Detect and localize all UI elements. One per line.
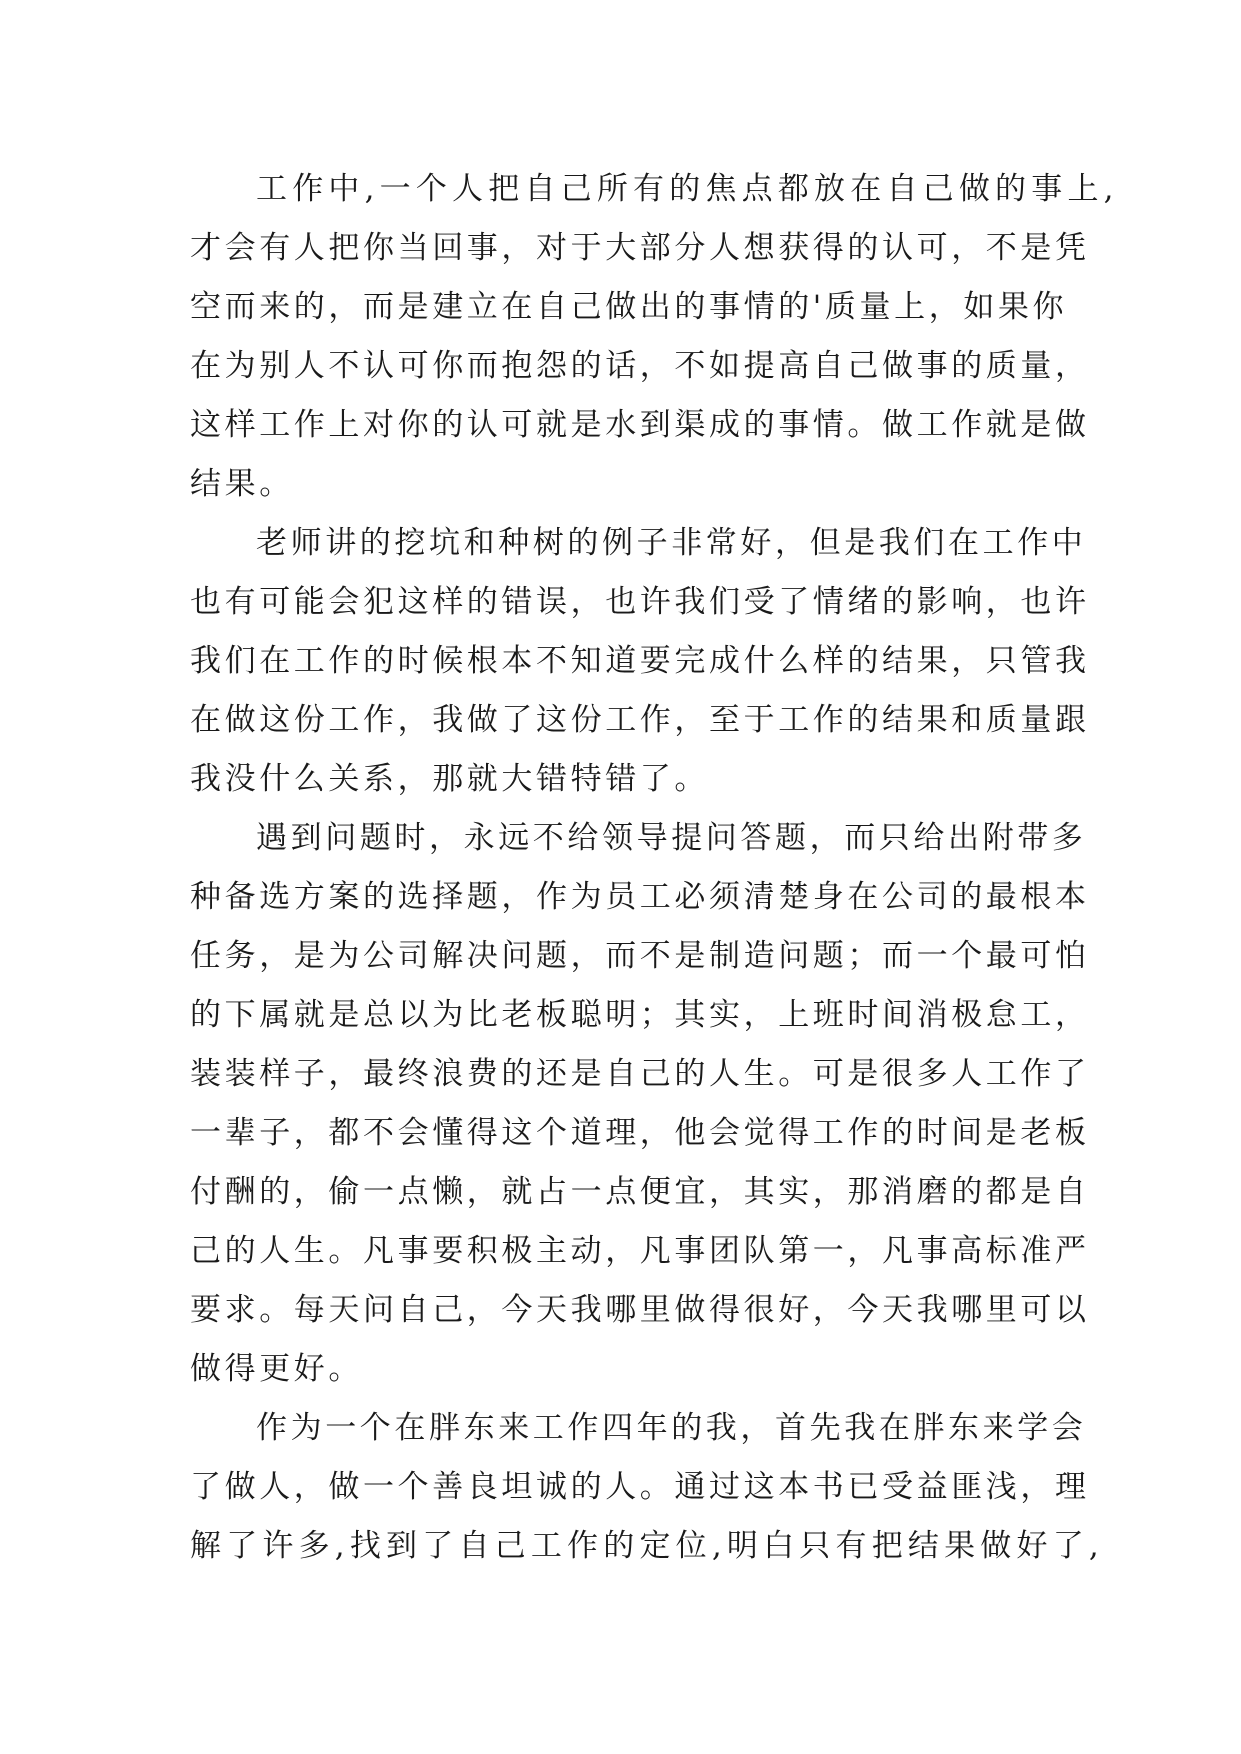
paragraph-3-line-10: 做得更好。 — [190, 1351, 363, 1387]
paragraph-4-line-2: 了做人，做一个善良坦诚的人。通过这本书已受益匪浅，理 — [190, 1469, 1090, 1505]
paragraph-3-line-6: 一辈子，都不会懂得这个道理，他会觉得工作的时间是老板 — [190, 1115, 1090, 1151]
paragraph-2-line-3: 我们在工作的时候根本不知道要完成什么样的结果，只管我 — [190, 643, 1090, 679]
paragraph-3-line-2: 种备选方案的选择题，作为员工必须清楚身在公司的最根本 — [190, 879, 1090, 915]
body-text — [190, 160, 1119, 1576]
paragraph-3-line-4: 的下属就是总以为比老板聪明；其实，上班时间消极怠工， — [190, 997, 1090, 1033]
paragraph-4-line-1: 作为一个在胖东来工作四年的我，首先我在胖东来学会 — [256, 1410, 1087, 1446]
paragraph-2-line-1: 老师讲的挖坑和种树的例子非常好，但是我们在工作中 — [256, 525, 1087, 561]
paragraph-3-line-3: 任务，是为公司解决问题，而不是制造问题；而一个最可怕 — [190, 938, 1090, 974]
paragraph-1-line-5: 这样工作上对你的认可就是水到渠成的事情。做工作就是做 — [190, 407, 1090, 443]
paragraph-4-line-3: 解了许多,找到了自己工作的定位,明白只有把结果做好了, — [190, 1528, 1104, 1564]
paragraph-1-line-1: 工作中,一个人把自己所有的焦点都放在自己做的事上, — [256, 171, 1119, 207]
paragraph-1-line-6: 结果。 — [190, 466, 294, 502]
paragraph-3-line-9: 要求。每天问自己，今天我哪里做得很好，今天我哪里可以 — [190, 1292, 1090, 1328]
paragraph-3-line-8: 己的人生。凡事要积极主动，凡事团队第一，凡事高标准严 — [190, 1233, 1090, 1269]
paragraph-3-line-5: 装装样子，最终浪费的还是自己的人生。可是很多人工作了 — [190, 1056, 1090, 1092]
paragraph-3-line-1: 遇到问题时，永远不给领导提问答题，而只给出附带多 — [256, 820, 1087, 856]
paragraph-2-line-2: 也有可能会犯这样的错误，也许我们受了情绪的影响，也许 — [190, 584, 1090, 620]
paragraph-3-line-7: 付酬的，偷一点懒，就占一点便宜，其实，那消磨的都是自 — [190, 1174, 1090, 1210]
paragraph-1-line-4: 在为别人不认可你而抱怨的话，不如提高自己做事的质量， — [190, 348, 1090, 384]
paragraph-1-line-3: 空而来的，而是建立在自己做出的事情的'质量上，如果你 — [190, 289, 1068, 325]
paragraph-1-line-2: 才会有人把你当回事，对于大部分人想获得的认可，不是凭 — [190, 230, 1090, 266]
paragraph-2-line-5: 我没什么关系，那就大错特错了。 — [190, 761, 709, 797]
paragraph-2-line-4: 在做这份工作，我做了这份工作，至于工作的结果和质量跟 — [190, 702, 1090, 738]
